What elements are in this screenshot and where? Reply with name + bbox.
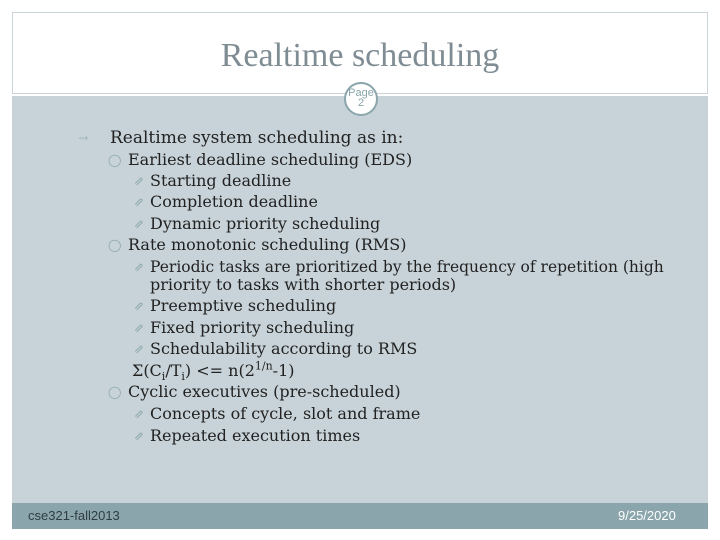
formula-part: -1) <box>272 361 295 380</box>
formula-part: ) <= n(2 <box>184 361 255 380</box>
eds-item-1: Starting deadline <box>150 171 292 190</box>
formula-sup: 1/n <box>254 359 273 373</box>
eds-heading: Earliest deadline scheduling (EDS) <box>128 150 413 169</box>
cyclic-heading: Cyclic executives (pre-scheduled) <box>128 382 401 401</box>
level3-bullet-icon: ⇗ <box>134 260 145 274</box>
eds-item-2: Completion deadline <box>150 192 318 211</box>
cyclic-item-1: Concepts of cycle, slot and frame <box>150 404 421 423</box>
level2-bullet-icon: ◯ <box>108 238 122 252</box>
cyclic-item-2: Repeated execution times <box>150 426 361 445</box>
formula-part: /T <box>165 361 182 380</box>
level2-bullet-icon: ◯ <box>108 385 122 399</box>
level3-bullet-icon: ⇗ <box>134 407 145 421</box>
formula-sub: i <box>181 370 185 384</box>
level1-bullet-icon: ⤑ <box>78 131 89 145</box>
page-label: Page <box>348 87 374 99</box>
rms-item-1-line1: Periodic tasks are prioritized by the frequency of repetition (high <box>150 258 664 276</box>
rms-item-2: Preemptive scheduling <box>150 296 337 315</box>
formula-sub: i <box>161 370 166 384</box>
level3-bullet-icon: ⇗ <box>134 299 145 313</box>
rms-heading: Rate monotonic scheduling (RMS) <box>128 235 407 254</box>
footer-course: cse321-fall2013 <box>28 508 120 523</box>
level3-bullet-icon: ⇗ <box>134 195 145 209</box>
level3-bullet-icon: ⇗ <box>134 321 145 335</box>
slide-title: Realtime scheduling <box>220 37 500 74</box>
eds-item-3: Dynamic priority scheduling <box>150 214 381 233</box>
footer-date: 9/25/2020 <box>618 508 676 523</box>
bullet-level1: Realtime system scheduling as in: <box>110 128 404 148</box>
rms-item-4: Schedulability according to RMS <box>150 339 418 358</box>
level3-bullet-icon: ⇗ <box>134 174 145 188</box>
page-number: 2 <box>357 97 365 109</box>
level3-bullet-icon: ⇗ <box>134 342 145 356</box>
level3-bullet-icon: ⇗ <box>134 429 145 443</box>
rms-formula <box>132 359 295 384</box>
formula-part: Σ(C <box>132 361 162 380</box>
level2-bullet-icon: ◯ <box>108 153 122 167</box>
rms-item-3: Fixed priority scheduling <box>150 318 355 337</box>
rms-item-1-line2: priority to tasks with shorter periods) <box>150 275 457 294</box>
level3-bullet-icon: ⇗ <box>134 217 145 231</box>
